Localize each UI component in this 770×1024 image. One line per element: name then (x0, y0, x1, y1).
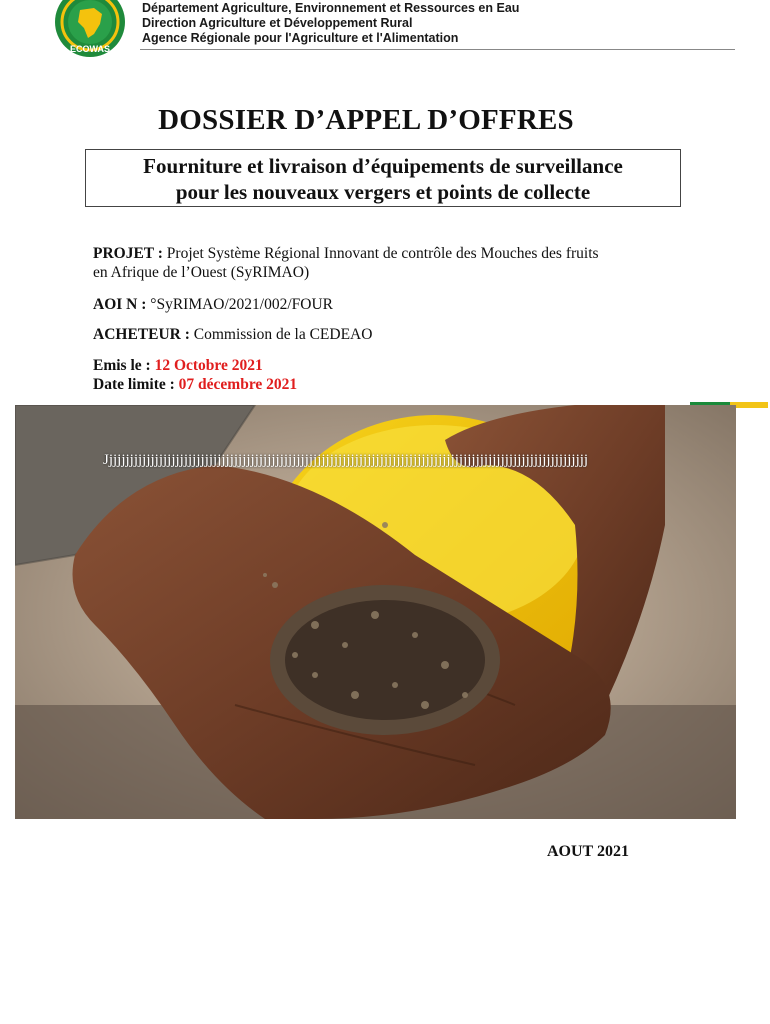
subtitle-line-2: pour les nouveaux vergers et points de collecte (175, 180, 591, 204)
header-divider (140, 49, 735, 50)
aoi-value: °SyRIMAO/2021/002/FOUR (146, 296, 334, 313)
document-title: DOSSIER D’APPEL D’OFFRES (158, 104, 574, 136)
limite-label: Date limite : (93, 376, 175, 393)
emis-value: 12 Octobre 2021 (150, 357, 263, 374)
document-date: AOUT 2021 (547, 843, 629, 860)
projet-label: PROJET : (93, 245, 163, 262)
dates-block (93, 356, 693, 394)
acheteur-label: ACHETEUR : (93, 326, 190, 343)
projet-block (93, 244, 693, 282)
emis-label: Emis le : (93, 357, 151, 374)
aoi-label: AOI N : (93, 296, 147, 313)
header-line-direction: Direction Agriculture et Développement Rural (142, 16, 413, 30)
projet-value-continued: en Afrique de l’Ouest (SyRIMAO) (93, 264, 310, 281)
stray-text-line: Jjjjjjjjjjjjjjjjjjjjjjjjjjjjjjjjjjjjjjjjjjjjjjjjjjjjjjjjjjjjjjjjjjjjjjjjjjjjjjjjjjjjjjjjjjjjjjjjjjjjjjjjjjjjjjjjjjjj (103, 452, 589, 468)
subtitle-line-1: Fourniture et livraison d’équipements de surveillance (143, 154, 623, 178)
header-line-agency: Agence Régionale pour l'Agriculture et l'Alimentation (142, 31, 459, 45)
projet-value: Projet Système Régional Innovant de contrôle des Mouches des fruits (162, 245, 599, 262)
logo-text: ECOWAS (69, 44, 111, 54)
header-organization (142, 1, 742, 46)
ecowas-logo (54, 0, 126, 60)
aoi-block (93, 295, 693, 314)
acheteur-block (93, 325, 693, 344)
header-line-department: Département Agriculture, Environnement et Ressources en Eau (142, 1, 520, 15)
subtitle-box (85, 149, 681, 207)
limite-value: 07 décembre 2021 (174, 376, 298, 393)
acheteur-value: Commission de la CEDEAO (189, 326, 373, 343)
